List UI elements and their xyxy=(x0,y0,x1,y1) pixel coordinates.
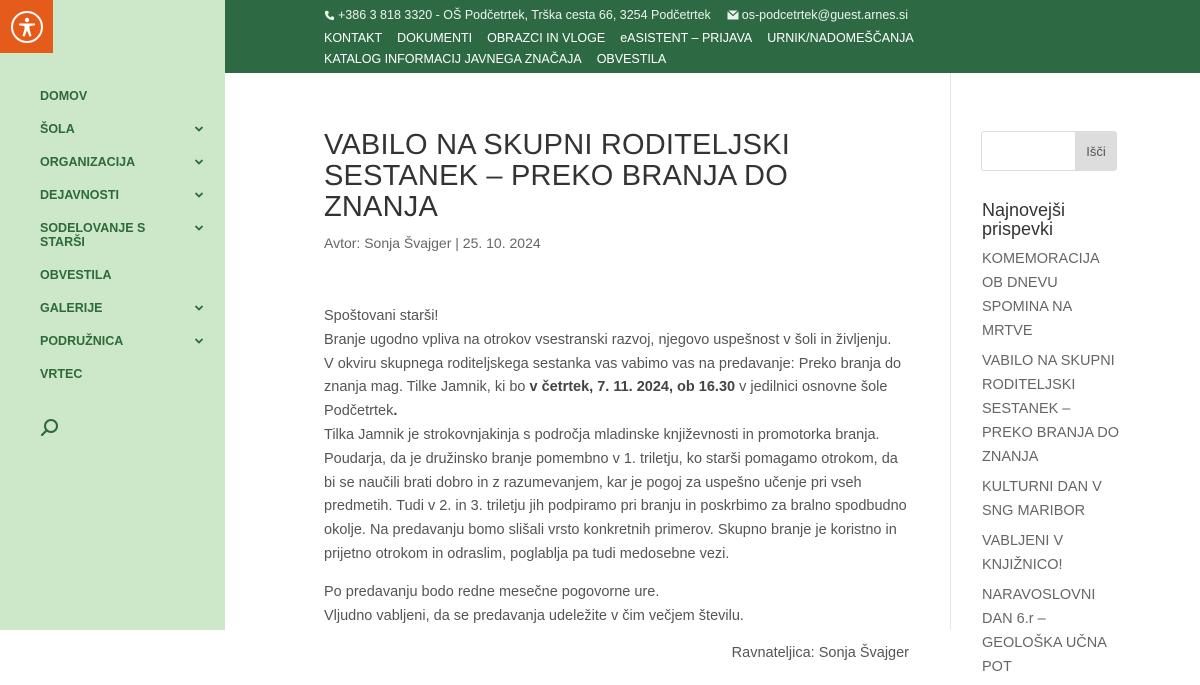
sidebar-item-label: VRTEC xyxy=(40,367,83,381)
chevron-down-icon[interactable] xyxy=(193,156,205,168)
sidebar-item[interactable] xyxy=(40,188,205,202)
chevron-down-icon[interactable] xyxy=(193,189,205,201)
contact-info xyxy=(324,8,908,22)
post-intro xyxy=(324,305,909,567)
envelope-icon xyxy=(727,10,739,20)
signature: Ravnateljica: Sonja Švajger xyxy=(731,645,909,662)
meta-separator: | xyxy=(455,235,459,251)
sidebar-item[interactable] xyxy=(40,122,205,136)
search-widget xyxy=(981,131,1117,171)
phone-text: +386 3 818 3320 - OŠ Podčetrtek, Trška cesta 66, 3254 Podčetrtek xyxy=(338,8,711,22)
sidebar-item-label: ORGANIZACIJA xyxy=(40,155,136,169)
sidebar-item[interactable] xyxy=(40,334,205,348)
email-contact[interactable] xyxy=(727,8,908,22)
intro-line: Branje ugodno vpliva na otrokov vsestranski razvoj, njegovo uspešnost v šoli in življenju. xyxy=(324,331,892,348)
sidebar-item[interactable] xyxy=(40,155,205,169)
phone-icon xyxy=(324,10,335,21)
post-date: 25. 10. 2024 xyxy=(462,235,541,251)
post-meta xyxy=(324,235,909,251)
sidebar-item-label: OBVESTILA xyxy=(40,268,112,282)
top-nav xyxy=(324,28,964,70)
sidebar-item[interactable] xyxy=(40,221,205,249)
sidebar-item-label: DOMOV xyxy=(40,89,88,103)
invite-text: V okviru skupnega roditeljskega sestanka vas vabimo vas na predavanje: Preko branja do znanja mag. Tilke Jamnik, ki bo xyxy=(324,355,902,396)
post-body xyxy=(324,305,909,666)
recent-posts-title: Najnovejši prispevki xyxy=(982,200,1066,239)
top-nav-link[interactable]: KONTAKT xyxy=(324,31,383,45)
accessibility-button[interactable] xyxy=(0,0,53,53)
top-nav-link[interactable]: DOKUMENTI xyxy=(397,31,473,45)
closing-line-1: Po predavanju bodo redne mesečne pogovorne ure. xyxy=(324,583,660,600)
greeting: Spoštovani starši! xyxy=(324,308,439,324)
phone-contact[interactable] xyxy=(324,8,711,22)
main-nav xyxy=(40,89,205,400)
sidebar-item[interactable] xyxy=(40,367,205,381)
sidebar-item-label: SODELOVANJE S STARŠI xyxy=(40,221,146,249)
invite-end: . xyxy=(393,403,398,420)
event-datetime: v četrtek, 7. 11. 2024, ob 16.30 xyxy=(529,379,736,396)
recent-post-link[interactable]: VABILO NA SKUPNI RODITELJSKI SESTANEK – PREKO BRANJA DO ZNANJA xyxy=(982,353,1119,465)
search-icon[interactable] xyxy=(40,418,60,438)
author-link[interactable]: Sonja Švajger xyxy=(364,235,452,251)
column-divider xyxy=(950,73,951,630)
search-input[interactable] xyxy=(981,131,1075,171)
sidebar-item-label: DEJAVNOSTI xyxy=(40,188,119,202)
accessibility-icon xyxy=(11,11,43,43)
chevron-down-icon[interactable] xyxy=(193,335,205,347)
chevron-down-icon[interactable] xyxy=(193,123,205,135)
sidebar-item[interactable] xyxy=(40,89,205,103)
sidebar-item-label: PODRUŽNICA xyxy=(40,334,124,348)
sidebar-item[interactable] xyxy=(40,301,205,315)
recent-post-link[interactable]: KULTURNI DAN V SNG MARIBOR xyxy=(982,479,1102,519)
post-closing xyxy=(324,581,909,629)
chevron-down-icon[interactable] xyxy=(193,222,205,234)
sidebar-item-label: GALERIJE xyxy=(40,301,103,315)
sidebar-item-label: ŠOLA xyxy=(40,122,75,136)
top-nav-link[interactable]: OBRAZCI IN VLOGE xyxy=(487,31,606,45)
recent-post-link[interactable]: KOMEMORACIJA OB DNEVU SPOMINA NA MRTVE xyxy=(982,251,1099,339)
recent-post-link[interactable]: NARAVOSLOVNI DAN 6.r – GEOLOŠKA UČNA POT xyxy=(982,587,1107,675)
top-nav-link[interactable]: KATALOG INFORMACIJ JAVNEGA ZNAČAJA xyxy=(324,52,582,66)
top-nav-link[interactable]: URNIK/NADOMEŠČANJA xyxy=(767,31,914,45)
recent-post-link[interactable]: VABLJENI V KNJIŽNICO! xyxy=(982,533,1064,573)
recent-posts-list xyxy=(982,247,1122,685)
meta-prefix: Avtor: xyxy=(324,235,361,251)
sidebar-item[interactable] xyxy=(40,268,205,282)
email-text: os-podcetrtek@guest.arnes.si xyxy=(741,8,909,22)
top-bar xyxy=(225,0,1200,73)
speaker-paragraph: Tilka Jamnik je strokovnjakinja s področja mladinske književnosti in promotorka branja. Poudarja, da je družinsko branje pomembno v 1. triletju, ko starši pomagamo otrokom, da bi se naučili brati dobro in z razumevanjem, kar je pogoj za uspešno učenje pri vseh predmetih. Tudi v 2. in 3. triletju jih podpiramo pri branju in poskrbimo za bralno spodbudno okolje. Na predavanju bomo slišali vrsto konkretnih primerov. Skupno branje je koristno in prijetno otrokom in odraslim, poglablja pa tudi medosebne vezi. xyxy=(324,426,907,562)
post-title: VABILO NA SKUPNI RODITELJSKI SESTANEK – PREKO BRANJA DO ZNANJA xyxy=(324,129,790,223)
chevron-down-icon[interactable] xyxy=(193,302,205,314)
search-button[interactable]: Išči xyxy=(1075,131,1117,171)
top-nav-link[interactable]: OBVESTILA xyxy=(596,52,667,66)
post-content xyxy=(324,130,909,666)
sidebar xyxy=(0,0,225,630)
invite-location: v jedilnici osnovne šole Podčetrtek xyxy=(324,379,888,420)
top-nav-link[interactable]: eASISTENT – PRIJAVA xyxy=(620,31,753,45)
closing-line-2: Vljudno vabljeni, da se predavanja udeležite v čim večjem številu. xyxy=(324,607,744,624)
